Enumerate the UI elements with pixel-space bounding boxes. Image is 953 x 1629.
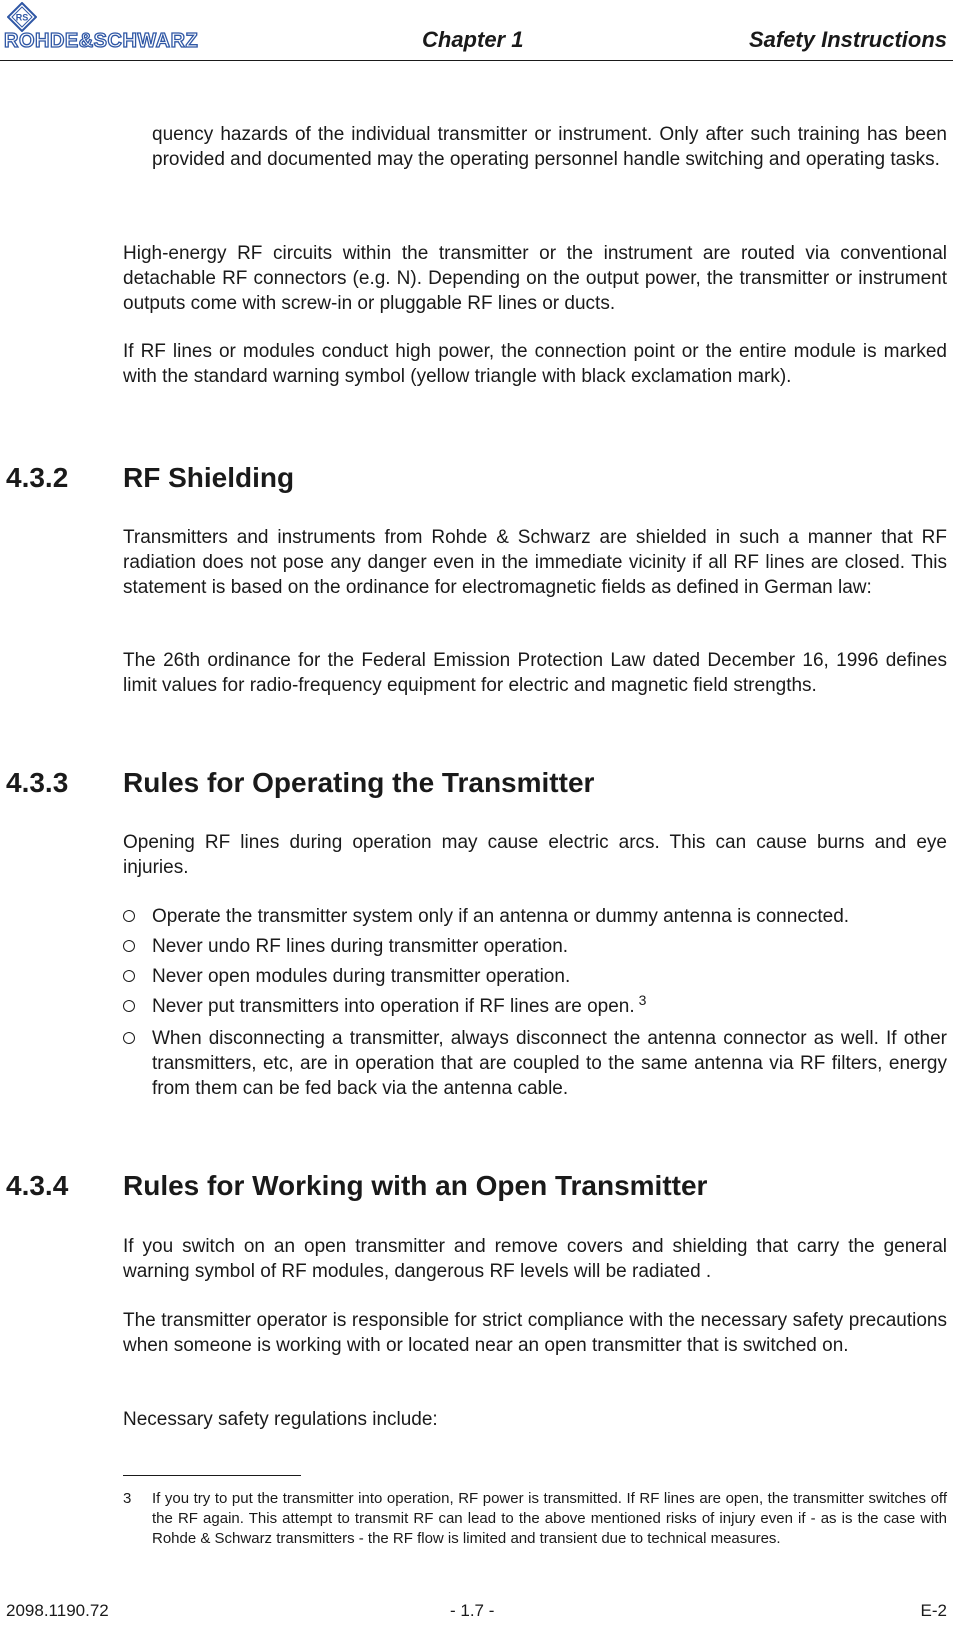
header-divider — [0, 60, 953, 61]
section-title: Rules for Operating the Transmitter — [123, 767, 595, 798]
footnote-divider — [123, 1475, 301, 1476]
list-item-text — [152, 994, 947, 1020]
page-footer — [0, 1601, 953, 1627]
page-code: E-2 — [920, 1601, 947, 1620]
page-number: - 1.7 - — [450, 1601, 495, 1620]
section-heading-4-3-2 — [0, 462, 953, 496]
continuation-paragraph: quency hazards of the individual transmitter or instrument. Only after such training has been provided and documented may the operating personnel handle switching and operating tasks. — [152, 124, 947, 170]
section-label: Safety Instructions — [748, 27, 947, 52]
footnote-text: If you try to put the transmitter into operation, RF power is transmitted. If RF lines are open, the transmitter switches off the RF again. This attempt to transmit RF can lead to the above mentioned risks of injury even if - as is the case with Rohde & Schwarz transmitters - the RF flow is limited and transient due to technical measures. — [152, 1490, 947, 1547]
section-title: RF Shielding — [123, 462, 295, 493]
rohde-schwarz-logo — [2, 2, 227, 52]
section-heading-4-3-3 — [0, 767, 953, 801]
bullet-circle-icon — [123, 910, 135, 922]
open-transmitter-paragraph: If you switch on an open transmitter and remove covers and shielding that carry the general warning symbol of RF modules, dangerous RF levels will be radiated . — [123, 1236, 947, 1282]
section-number: 4.3.3 — [6, 767, 69, 798]
document-number: 2098.1190.72 — [6, 1601, 109, 1620]
page-header — [0, 0, 953, 64]
list-item-text: Never undo RF lines during transmitter operation. — [152, 936, 569, 957]
warning-symbol-paragraph: If RF lines or modules conduct high power, the connection point or the entire module is marked with the standard warning symbol (yellow triangle with black exclamation mark). — [123, 341, 947, 387]
list-item-text: Never open modules during transmitter operation. — [152, 966, 571, 987]
rf-connectors-paragraph: High-energy RF circuits within the transmitter or the instrument are routed via conventional detachable RF connectors (e.g. N). Depending on the output power, the transmitter or instrument outputs come with screw-in or pluggable RF lines or ducts. — [123, 243, 947, 314]
safety-regulations-paragraph: Necessary safety regulations include: — [123, 1409, 438, 1430]
section-heading-4-3-4 — [0, 1170, 953, 1204]
bullet-circle-icon — [123, 1000, 135, 1012]
list-item-text-content: Never put transmitters into operation if RF lines are open. — [152, 996, 635, 1017]
footnote-number: 3 — [123, 1490, 132, 1507]
svg-text:RS: RS — [15, 12, 29, 23]
section-number: 4.3.2 — [6, 462, 69, 493]
footnote-reference: 3 — [638, 992, 647, 1008]
bullet-circle-icon — [123, 940, 135, 952]
list-item-text: Operate the transmitter system only if an antenna or dummy antenna is connected. — [152, 906, 850, 927]
list-item-text: When disconnecting a transmitter, always disconnect the antenna connector as well. If other transmitters, etc, are in operation that are coupled to the same antenna via RF filters, energy from them can be fed back via the antenna cable. — [152, 1028, 947, 1099]
bullet-circle-icon — [123, 970, 135, 982]
logo-wordmark: ROHDE&SCHWARZ — [4, 30, 199, 52]
section-number: 4.3.4 — [6, 1170, 69, 1201]
electric-arcs-paragraph: Opening RF lines during operation may cause electric arcs. This can cause burns and eye injuries. — [123, 832, 947, 878]
ordinance-paragraph: The 26th ordinance for the Federal Emission Protection Law dated December 16, 1996 defines limit values for radio-frequency equipment for electric and magnetic field strengths. — [123, 650, 947, 696]
rohde-schwarz-diamond-icon — [7, 2, 37, 32]
operator-responsibility-paragraph: The transmitter operator is responsible for strict compliance with the necessary safety precautions when someone is working with or located near an open transmitter that is switched on. — [123, 1310, 947, 1356]
section-title: Rules for Working with an Open Transmitter — [123, 1170, 708, 1201]
bullet-circle-icon — [123, 1032, 135, 1044]
shielding-paragraph: Transmitters and instruments from Rohde & Schwarz are shielded in such a manner that RF radiation does not pose any danger even in the immediate vicinity if all RF lines are closed. This statement is based on the ordinance for electromagnetic fields as defined in German law: — [123, 527, 947, 598]
chapter-label: Chapter 1 — [422, 27, 524, 52]
